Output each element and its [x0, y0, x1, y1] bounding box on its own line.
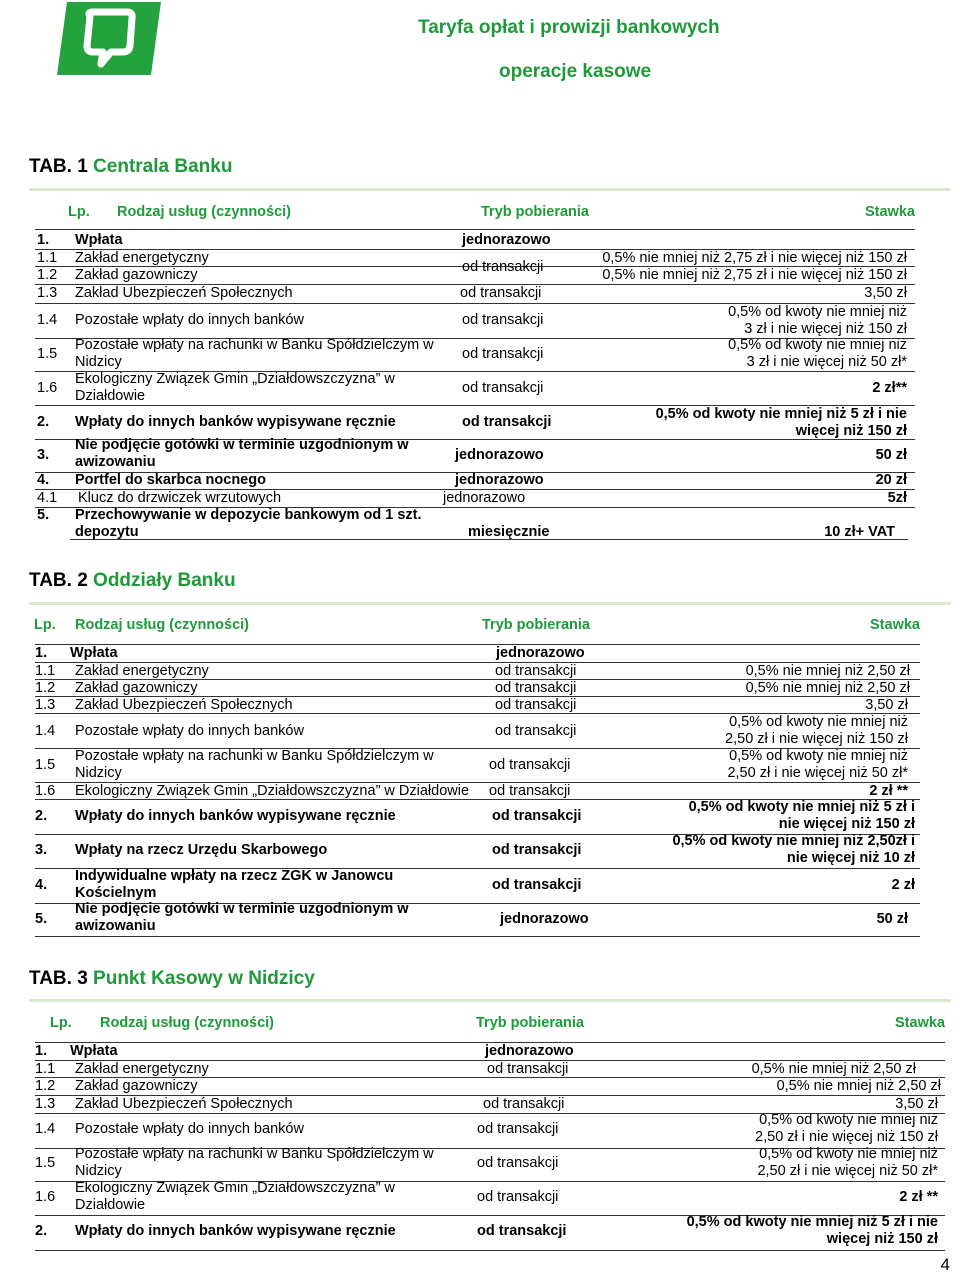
- row-rate: 3 zł i nie więcej niż 150 zł: [744, 321, 907, 337]
- col-service-header: Rodzaj usług (czynności): [100, 1015, 275, 1031]
- col-rate-header: Stawka: [870, 617, 920, 633]
- row-rate: 0,5% od kwoty nie mniej niż 2,50zł i: [672, 833, 915, 849]
- row-lp: 2.: [35, 1223, 48, 1239]
- table-row: [35, 645, 920, 663]
- row-mode: jednorazowo: [496, 645, 585, 661]
- row-lp: 4.: [35, 877, 48, 893]
- row-rate: 10 zł+ VAT: [824, 524, 895, 540]
- row-service: Zakład energetyczny: [75, 250, 209, 266]
- row-service: Indywidualne wpłaty na rzecz ZGK w Janowcu: [75, 868, 394, 884]
- table-row: [35, 1078, 945, 1096]
- row-lp: 1.: [37, 232, 50, 248]
- row-service: Przechowywanie w depozycie bankowym od 1 szt.: [75, 507, 422, 523]
- table-row: [35, 267, 915, 285]
- row-rate: 0,5% nie mniej niż 2,75 zł i nie więcej niż 150 zł: [602, 250, 907, 266]
- row-rate: 0,5% od kwoty nie mniej niż: [729, 748, 908, 764]
- row-service: Zakład gazowniczy: [75, 267, 198, 283]
- tab2-name: Oddziały Banku: [93, 570, 236, 591]
- tab3-underline: [29, 999, 951, 1002]
- row-service: Nidzicy: [75, 354, 122, 370]
- table-row: [35, 1061, 945, 1078]
- row-service: Kościelnym: [75, 885, 157, 901]
- row-lp: 1.5: [35, 1155, 56, 1171]
- table-row: [35, 749, 920, 783]
- row-mode: od transakcji: [460, 285, 542, 301]
- row-rate: 2,50 zł i nie więcej niż 50 zł*: [757, 1163, 938, 1179]
- row-rate: 0,5% od kwoty nie mniej niż: [759, 1146, 938, 1162]
- row-lp: 1.1: [35, 663, 56, 679]
- row-service: Nie podjęcie gotówki w terminie uzgodnionym w: [75, 901, 409, 917]
- row-rate: 0,5% nie mniej niż 2,50 zł: [745, 680, 910, 696]
- col-mode-header: Tryb pobierania: [481, 204, 589, 220]
- row-service: Działdowie: [75, 388, 146, 404]
- table-row: [35, 869, 920, 904]
- row-mode: jednorazowo: [443, 490, 526, 506]
- row-mode: jednorazowo: [462, 232, 551, 248]
- row-service: Ekologiczny Związek Gmin „Działdowszczyzna” w: [75, 1180, 395, 1196]
- tab3-name: Punkt Kasowy w Nidzicy: [93, 968, 315, 989]
- row-service: Pozostałe wpłaty do innych banków: [75, 1121, 304, 1137]
- col-mode-header: Tryb pobierania: [476, 1015, 584, 1031]
- row-service: awizowaniu: [75, 454, 156, 470]
- tab1-prefix: TAB. 1: [29, 156, 88, 177]
- table-row: [35, 1114, 945, 1149]
- col-lp-header: Lp.: [50, 1015, 72, 1031]
- row-service: Wpłata: [70, 645, 118, 661]
- tab3-title: [29, 968, 315, 990]
- tab2-prefix: TAB. 2: [29, 570, 88, 591]
- row-lp: 1.6: [35, 783, 56, 799]
- row-lp: 1.2: [35, 680, 56, 696]
- row-rate: nie więcej niż 150 zł: [778, 816, 915, 832]
- table-row: [35, 230, 915, 250]
- table-row: [35, 800, 920, 835]
- row-mode: od transakcji: [495, 663, 577, 679]
- row-lp: 1.: [35, 1043, 48, 1059]
- row-service: Wpłata: [75, 232, 123, 248]
- row-lp: 1.1: [37, 250, 58, 266]
- row-service: Nidzicy: [75, 765, 122, 781]
- row-rate: 2,50 zł i nie więcej niż 50 zł*: [727, 765, 908, 781]
- row-mode: od transakcji: [495, 680, 577, 696]
- row-service: Ekologiczny Związek Gmin „Działdowszczyzna” w Działdowie: [75, 783, 470, 799]
- row-rate: 2 zł **: [899, 1189, 938, 1205]
- row-mode: od transakcji: [489, 783, 571, 799]
- row-mode: jednorazowo: [485, 1043, 574, 1059]
- row-mode: od transakcji: [495, 723, 577, 739]
- tab1-table: [35, 202, 915, 542]
- row-lp: 1.2: [37, 267, 58, 283]
- row-service: Pozostałe wpłaty do innych banków: [75, 312, 304, 328]
- row-lp: 1.4: [35, 723, 56, 739]
- row-rate: 2,50 zł i nie więcej niż 150 zł: [725, 731, 908, 747]
- row-rate: 0,5% od kwoty nie mniej niż: [728, 337, 907, 353]
- table-row: [35, 1182, 945, 1216]
- row-rate: 2,50 zł i nie więcej niż 150 zł: [755, 1129, 938, 1145]
- row-mode: od transakcji: [462, 312, 544, 328]
- row-service: Zakład Ubezpieczeń Społecznych: [75, 285, 293, 301]
- table-header: [35, 614, 920, 645]
- row-lp: 1.4: [37, 312, 58, 328]
- row-mode: od transakcji: [462, 380, 544, 396]
- row-rate: 0,5% nie mniej niż 2,50 zł: [751, 1061, 916, 1077]
- row-service: Działdowie: [75, 1197, 146, 1213]
- row-service: Nie podjęcie gotówki w terminie uzgodnionym w: [75, 437, 409, 453]
- row-rate: 0,5% od kwoty nie mniej niż 5 zł i nie: [686, 1214, 938, 1230]
- tab2-table: [35, 614, 920, 936]
- table-row: [35, 835, 920, 869]
- table-row: [35, 680, 920, 697]
- tab2-underline: [29, 602, 951, 605]
- row-service: Wpłaty na rzecz Urzędu Skarbowego: [75, 842, 328, 858]
- row-lp: 3.: [37, 447, 50, 463]
- row-service: Ekologiczny Związek Gmin „Działdowszczyzna” w: [75, 371, 395, 387]
- row-lp: 5.: [37, 507, 50, 523]
- table-row: [35, 372, 915, 406]
- row-lp: 4.: [37, 472, 50, 488]
- tab1-title: [29, 156, 232, 178]
- row-rate: 2 zł **: [869, 783, 908, 799]
- row-service: Pozostałe wpłaty na rachunki w Banku Spółdzielczym w: [75, 337, 434, 353]
- row-lp: 1.3: [35, 697, 56, 713]
- table-row: [35, 406, 915, 440]
- row-mode: od transakcji: [462, 259, 544, 275]
- col-lp-header: Lp.: [34, 617, 56, 633]
- tab3-table: [35, 1012, 945, 1252]
- row-service: Pozostałe wpłaty na rachunki w Banku Spółdzielczym w: [75, 1146, 434, 1162]
- tab3-prefix: TAB. 3: [29, 968, 88, 989]
- row-service: Zakład Ubezpieczeń Społecznych: [75, 1096, 293, 1112]
- page-subtitle: operacje kasowe: [499, 61, 652, 82]
- row-rate: 50 zł: [876, 911, 908, 927]
- col-lp-header: Lp.: [68, 204, 90, 220]
- page-title: Taryfa opłat i prowizji bankowych: [418, 17, 720, 38]
- table-row: [35, 1216, 945, 1251]
- table-row: [35, 473, 915, 490]
- row-rate: 3,50 zł: [864, 285, 907, 301]
- row-lp: 5.: [35, 911, 48, 927]
- row-rate: 0,5% nie mniej niż 2,50 zł: [745, 663, 910, 679]
- row-service: Nidzicy: [75, 1163, 122, 1179]
- row-service: Zakład gazowniczy: [75, 1078, 198, 1094]
- table-row: [35, 339, 915, 372]
- page-number: 4: [940, 1255, 950, 1274]
- tab1-name: Centrala Banku: [93, 156, 233, 177]
- row-service: Zakład energetyczny: [75, 663, 209, 679]
- row-mode: od transakcji: [492, 842, 582, 858]
- table-header: [35, 1012, 945, 1043]
- row-lp: 1.: [35, 645, 48, 661]
- row-mode: od transakcji: [492, 877, 582, 893]
- row-service: Wpłata: [70, 1043, 118, 1059]
- row-rate: 5zł: [887, 490, 907, 506]
- row-service: Zakład Ubezpieczeń Społecznych: [75, 697, 293, 713]
- row-mode: od transakcji: [462, 346, 544, 362]
- row-rate: 3,50 zł: [895, 1096, 938, 1112]
- table-row: [35, 1146, 945, 1182]
- row-mode: od transakcji: [462, 414, 552, 430]
- row-lp: 1.3: [37, 285, 58, 301]
- row-lp: 3.: [35, 842, 48, 858]
- row-lp: 1.6: [35, 1189, 56, 1205]
- row-rate: więcej niż 150 zł: [795, 423, 907, 439]
- row-mode: od transakcji: [477, 1189, 559, 1205]
- row-service: Zakład energetyczny: [75, 1061, 209, 1077]
- row-rate: 2 zł**: [872, 380, 907, 396]
- row-rate: 0,5% od kwoty nie mniej niż: [729, 714, 908, 730]
- row-lp: 4.1: [37, 490, 58, 506]
- row-service: Pozostałe wpłaty do innych banków: [75, 723, 304, 739]
- row-service: Wpłaty do innych banków wypisywane ręcznie: [75, 414, 396, 430]
- row-mode: od transakcji: [477, 1155, 559, 1171]
- row-lp: 1.5: [37, 346, 58, 362]
- row-rate: 0,5% od kwoty nie mniej niż: [759, 1112, 938, 1128]
- row-rate: 0,5% nie mniej niż 2,75 zł i nie więcej niż 150 zł: [602, 267, 907, 283]
- row-service: Zakład gazowniczy: [75, 680, 198, 696]
- tab2-title: [29, 570, 236, 592]
- row-service: Wpłaty do innych banków wypisywane ręcznie: [75, 808, 396, 824]
- tab1-underline: [29, 188, 951, 191]
- table-row: [35, 304, 915, 339]
- row-rate: nie więcej niż 10 zł: [786, 850, 915, 866]
- row-rate: 0,5% od kwoty nie mniej niż: [728, 304, 907, 320]
- row-rate: 0,5% od kwoty nie mniej niż 5 zł i nie: [655, 406, 907, 422]
- row-rate: 3 zł i nie więcej niż 50 zł*: [746, 354, 907, 370]
- row-mode: od transakcji: [487, 1061, 569, 1077]
- table-row: [35, 697, 920, 714]
- row-mode: od transakcji: [495, 697, 577, 713]
- row-rate: więcej niż 150 zł: [826, 1231, 938, 1247]
- row-service: Klucz do drzwiczek wrzutowych: [78, 490, 282, 506]
- col-mode-header: Tryb pobierania: [482, 617, 590, 633]
- row-mode: od transakcji: [477, 1223, 567, 1239]
- table-row: [35, 663, 920, 680]
- row-rate: 2 zł: [891, 877, 915, 893]
- row-divider: [70, 539, 908, 540]
- table-row: [35, 1043, 945, 1061]
- col-rate-header: Stawka: [895, 1015, 945, 1031]
- row-rate: 50 zł: [875, 447, 907, 463]
- row-service: depozytu: [75, 524, 139, 540]
- table-row: [35, 437, 915, 473]
- row-mode: od transakcji: [489, 757, 571, 773]
- row-lp: 1.5: [35, 757, 56, 773]
- row-service: Pozostałe wpłaty na rachunki w Banku Spółdzielczym w: [75, 748, 434, 764]
- row-mode: jednorazowo: [455, 472, 544, 488]
- row-service: Portfel do skarbca nocnego: [75, 472, 266, 488]
- row-rate: 3,50 zł: [865, 697, 908, 713]
- row-mode: od transakcji: [477, 1121, 559, 1137]
- row-lp: 1.4: [35, 1121, 56, 1137]
- bank-logo: [57, 2, 161, 75]
- table-row: [35, 901, 920, 937]
- row-mode: od transakcji: [492, 808, 582, 824]
- table-row: [35, 508, 915, 542]
- table-row: [35, 285, 915, 304]
- col-service-header: Rodzaj usług (czynności): [75, 617, 250, 633]
- row-service: Wpłaty do innych banków wypisywane ręcznie: [75, 1223, 396, 1239]
- row-mode: jednorazowo: [500, 911, 589, 927]
- row-lp: 1.1: [35, 1061, 56, 1077]
- row-mode: jednorazowo: [455, 447, 544, 463]
- row-lp: 1.3: [35, 1096, 56, 1112]
- row-lp: 2.: [37, 414, 50, 430]
- table-row: [35, 490, 915, 508]
- col-service-header: Rodzaj usług (czynności): [117, 204, 292, 220]
- row-mode: od transakcji: [483, 1096, 565, 1112]
- row-rate: 0,5% od kwoty nie mniej niż 5 zł i: [688, 799, 915, 815]
- row-rate: 0,5% nie mniej niż 2,50 zł: [776, 1078, 941, 1094]
- row-service: awizowaniu: [75, 918, 156, 934]
- row-lp: 1.6: [37, 380, 58, 396]
- row-mode: miesięcznie: [468, 524, 550, 540]
- row-lp: 2.: [35, 808, 48, 824]
- row-rate: 20 zł: [875, 472, 907, 488]
- col-rate-header: Stawka: [865, 204, 915, 220]
- row-lp: 1.2: [35, 1078, 56, 1094]
- table-header: [35, 202, 915, 230]
- table-row: [35, 714, 920, 749]
- table-row: [35, 783, 920, 800]
